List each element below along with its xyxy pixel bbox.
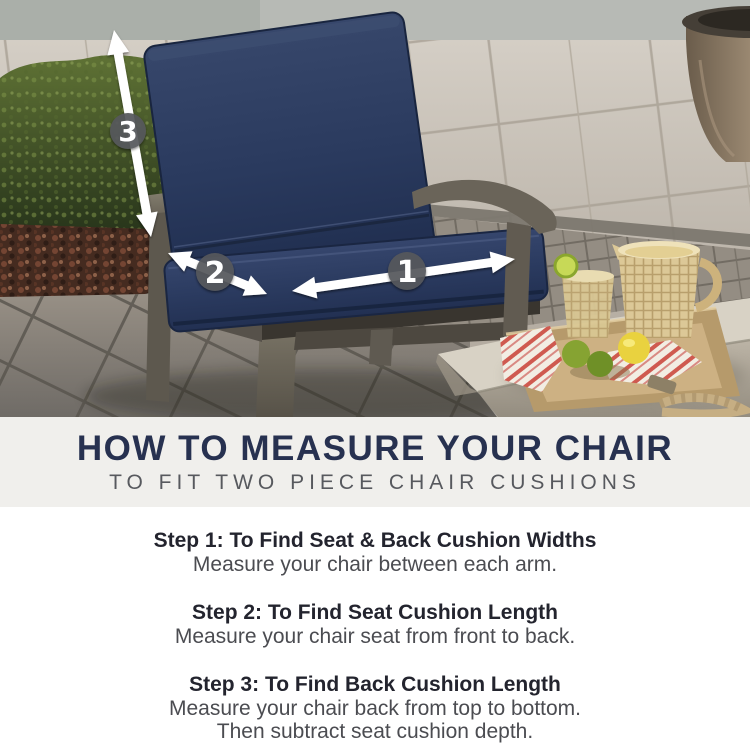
marker-label-2: 2 [204,256,226,291]
step-2 [175,601,575,648]
step-2-body: Measure your chair seat from front to back. [174,625,576,648]
step-1 [154,529,597,576]
chair-rear-right-leg [369,329,393,366]
page-title: HOW TO MEASURE YOUR CHAIR [76,429,674,468]
instruction-steps [0,507,750,743]
marker-label-1: 1 [396,255,418,290]
step-3 [169,673,581,743]
title-band [0,417,750,507]
lime-2 [587,351,613,377]
lemon [618,332,650,364]
marker-label-3: 3 [118,115,138,148]
step-2-heading: Step 2: To Find Seat Cushion Length [192,601,558,624]
step-3-heading: Step 3: To Find Back Cushion Length [189,673,561,696]
step-3-body-line-2: Then subtract seat cushion depth. [216,720,534,743]
lemon-highlight [623,339,635,347]
step-1-heading: Step 1: To Find Seat & Back Cushion Widths [153,529,597,552]
chair-right-arm-post [503,222,531,340]
lime-wedge [555,255,577,277]
step-3-body-line-1: Measure your chair back from top to bottom. [168,697,581,720]
step-1-body: Measure your chair between each arm. [192,553,558,576]
page-subtitle: TO FIT TWO PIECE CHAIR CUSHIONS [109,471,641,494]
lime-1 [562,340,590,368]
